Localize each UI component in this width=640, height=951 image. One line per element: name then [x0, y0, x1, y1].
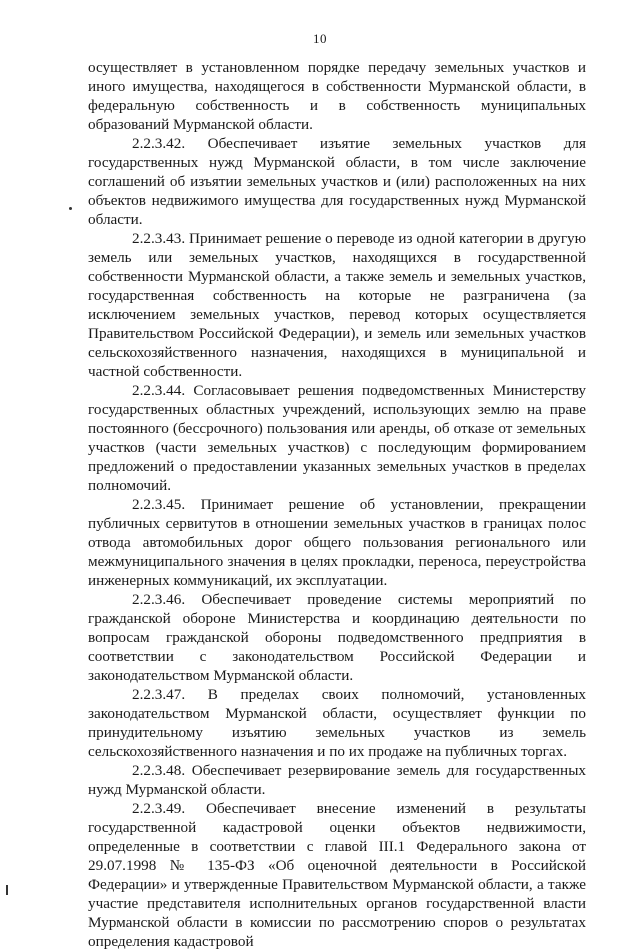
paragraph-2-2-3-43: 2.2.3.43. Принимает решение о переводе из одной категории в другую земель или земельных участков, находящихся в государственной собственности Мурманской области, а также земель и земельных участков, государственная собственность на которые не разграничена (за исключением земельных участков, перевод которых осуществляется Правительством Российской Федерации), и земель или земельных участков сельскохозяйственного назначения, находящихся в муниципальной и частной собственности.	[88, 230, 586, 380]
paragraph-2-2-3-47: 2.2.3.47. В пределах своих полномочий, установленных законодательством Мурманской области, осуществляет функции по принудительному изъятию земельных участков из земель сельскохозяйственного назначения и по их продаже на публичных торгах.	[88, 686, 586, 760]
paragraph-2-2-3-49: 2.2.3.49. Обеспечивает внесение изменений в результаты государственной кадастровой оценки объектов недвижимости, определенные в соответствии с главой III.1 Федерального закона от 29.07.1998 № 135-ФЗ «Об оценочной деятельности в Российской Федерации» и утвержденные Правительством Мурманской области, а также участие представителя исполнительных органов государственной власти Мурманской области в комиссии по рассмотрению споров о результатах определения кадастровой	[88, 800, 586, 950]
margin-dot	[69, 207, 72, 210]
document-body	[88, 58, 586, 951]
paragraph-continuation: осуществляет в установленном порядке передачу земельных участков и иного имущества, находящегося в собственности Мурманской области, в федеральную собственность и в собственность муниципальных образований Мурманской области.	[88, 59, 586, 133]
paragraph-2-2-3-46: 2.2.3.46. Обеспечивает проведение системы мероприятий по гражданской обороне Министерства и координацию деятельности по вопросам гражданской обороны подведомственного предприятия в соответствии с законодательством Российской Федерации и законодательством Мурманской области.	[88, 591, 586, 684]
paragraph-2-2-3-45: 2.2.3.45. Принимает решение об установлении, прекращении публичных сервитутов в отношении земельных участков в границах полос отвода автомобильных дорог общего пользования регионального или межмуниципального значения в целях прокладки, переноса, переустройства инженерных коммуникаций, их эксплуатации.	[88, 496, 586, 589]
paragraph-2-2-3-42: 2.2.3.42. Обеспечивает изъятие земельных участков для государственных нужд Мурманской области, в том числе заключение соглашений об изъятии земельных участков и (или) расположенных на них объектов недвижимого имущества для государственных нужд Мурманской области.	[88, 135, 586, 228]
page-number: 10	[313, 31, 327, 46]
paragraph-2-2-3-44: 2.2.3.44. Согласовывает решения подведомственных Министерству государственных областных учреждений, использующих землю на праве постоянного (бессрочного) пользования или аренды, об отказе от земельных участков (части земельных участков) с последующим формированием предложений о предоставлении указанных земельных участков в пределах полномочий.	[88, 382, 586, 494]
scan-edge-mark	[6, 885, 8, 895]
paragraph-2-2-3-48: 2.2.3.48. Обеспечивает резервирование земель для государственных нужд Мурманской области.	[88, 762, 586, 798]
